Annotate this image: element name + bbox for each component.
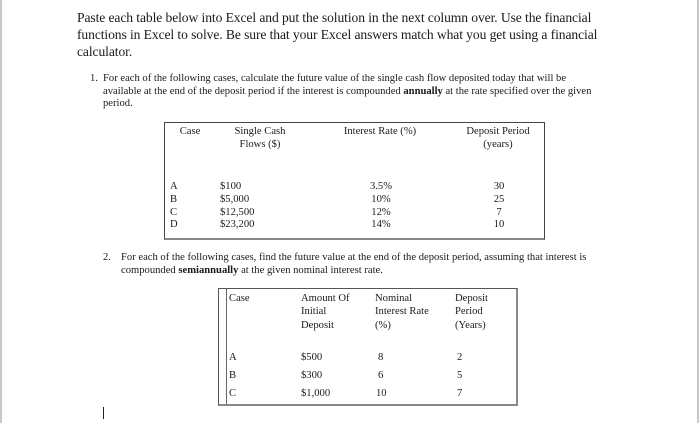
header-case: Case <box>179 126 201 137</box>
cell-case: C <box>229 388 237 399</box>
cell-period: 7 <box>457 388 463 399</box>
cell-cash: $12,500 <box>220 206 255 218</box>
header-cash-line1: Single Cash <box>234 126 286 137</box>
header-interest-rate: Interest Rate (%) <box>343 126 417 137</box>
table-row <box>165 207 544 220</box>
question-2-number: 2. <box>103 252 111 263</box>
table-row <box>165 194 544 207</box>
question-2-text <box>121 252 593 277</box>
header-case: Case <box>229 293 250 304</box>
header-period-line3: (Years) <box>455 319 486 331</box>
table-row <box>165 181 544 194</box>
header-amount <box>301 292 350 332</box>
question-1-text-before: For each of the following cases, calculate the future value of the single cash flow deposited today that will be available at the end of the deposit period if the interest is compounded <box>103 73 567 97</box>
cell-period: 7 <box>496 206 502 218</box>
header-cash-flows <box>220 126 300 151</box>
question-1-emphasis: annually <box>403 85 443 97</box>
question-1-number: 1. <box>90 73 98 84</box>
header-deposit-period <box>455 126 541 151</box>
table-row <box>219 369 516 383</box>
cell-case: A <box>170 181 178 192</box>
cell-rate: 10% <box>371 193 391 205</box>
header-amount-line2: Initial <box>301 306 327 318</box>
cell-rate: 14% <box>371 219 391 231</box>
cell-rate: 12% <box>371 206 391 218</box>
table-row <box>165 219 544 232</box>
cell-period: 30 <box>493 181 505 192</box>
header-period-line1: Deposit Period <box>466 126 530 137</box>
header-rate-line3: (%) <box>375 319 391 331</box>
header-deposit-period <box>455 292 488 332</box>
cell-case: D <box>170 219 178 231</box>
cell-amount: $500 <box>301 352 323 363</box>
question-1 <box>90 73 600 111</box>
table-body <box>165 181 544 232</box>
header-amount-line1: Amount Of <box>301 293 350 304</box>
question-2-text-after: at the given nominal interest rate. <box>238 264 383 276</box>
cell-cash: $23,200 <box>220 219 255 231</box>
table-row <box>219 351 516 365</box>
cell-period: 2 <box>457 352 463 363</box>
header-period-line2: Period <box>455 306 483 318</box>
header-rate-line2: Interest Rate <box>375 306 429 318</box>
cell-case: B <box>229 370 237 381</box>
cell-amount: $300 <box>301 370 323 381</box>
header-nominal-rate <box>375 292 429 332</box>
cell-rate: 6 <box>378 370 384 381</box>
question-1-text <box>103 73 600 111</box>
header-cash-line2: Flows ($) <box>239 138 281 150</box>
cell-case: A <box>229 352 237 363</box>
table-row <box>219 387 516 401</box>
cell-rate: 8 <box>378 352 384 363</box>
header-period-line1: Deposit <box>455 293 488 304</box>
question-2 <box>103 252 593 277</box>
header-rate-line1: Nominal <box>375 293 413 304</box>
text-cursor <box>103 407 104 419</box>
cell-cash: $100 <box>220 181 242 192</box>
cell-amount: $1,000 <box>301 388 331 399</box>
question-1-text-after: at the rate specified over the given period. <box>103 85 592 110</box>
header-period-line2: (years) <box>483 138 513 150</box>
page-edge-left <box>0 0 2 423</box>
table-single-cash-flows <box>164 122 545 240</box>
question-2-text-before: For each of the following cases, find the future value at the end of the deposit period, assuming that interest is compounded <box>121 252 587 276</box>
cell-period: 5 <box>457 370 463 381</box>
table-semiannual-deposits <box>218 288 518 406</box>
instructions-paragraph: Paste each table below into Excel and put the solution in the next column over. Use the financial functions in Excel to solve. Be sure that your Excel answers match what you get using a financial calculator. <box>77 10 598 59</box>
cell-case: C <box>170 206 178 218</box>
cell-period: 25 <box>493 193 505 205</box>
cell-cash: $5,000 <box>220 193 250 205</box>
cell-case: B <box>170 193 178 205</box>
question-2-emphasis: semiannually <box>178 264 239 276</box>
cell-rate: 3.5% <box>369 181 393 192</box>
cell-rate: 10 <box>376 388 387 399</box>
page-edge-right <box>697 0 699 423</box>
header-amount-line3: Deposit <box>301 319 334 331</box>
cell-period: 10 <box>493 219 505 231</box>
